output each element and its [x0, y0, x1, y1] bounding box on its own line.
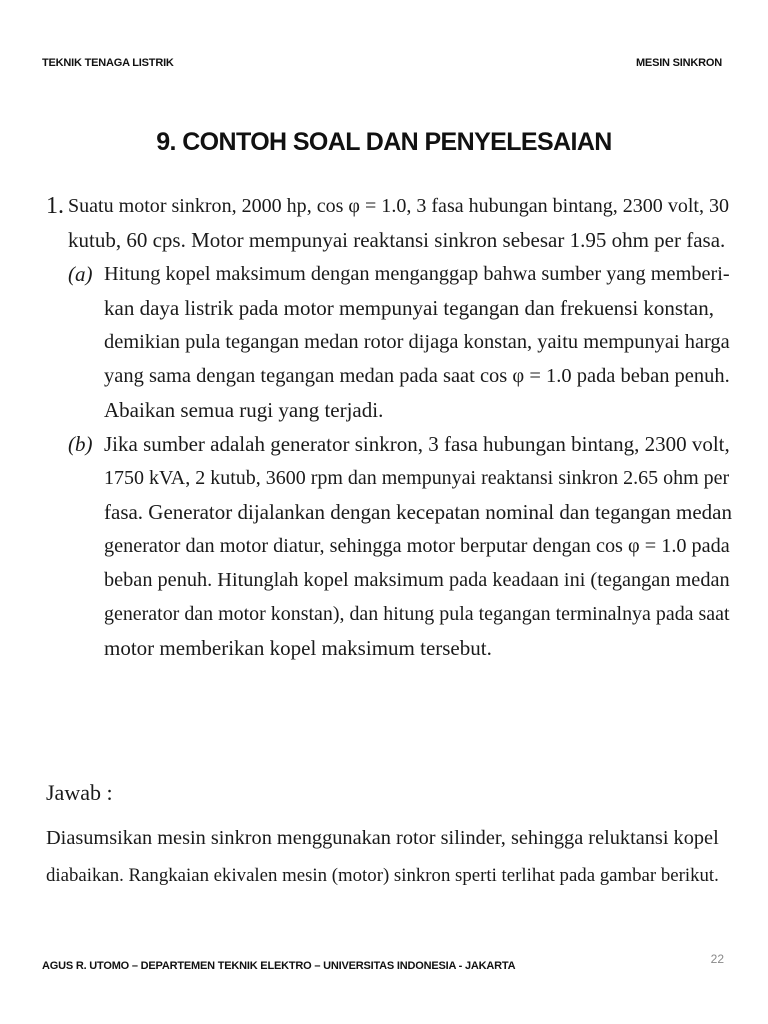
part-b-line: generator dan motor diatur, sehingga motor berputar dengan cos φ = 1.0 pada — [104, 535, 730, 557]
part-a-line: yang sama dengan tegangan medan pada saat cos φ = 1.0 pada beban penuh. — [104, 365, 730, 387]
answer-body — [46, 820, 726, 894]
intro-line: Suatu motor sinkron, 2000 hp, cos φ = 1.0, 3 fasa hubungan bintang, 2300 volt, 30 — [68, 195, 730, 217]
part-b-line: 1750 kVA, 2 kutub, 3600 rpm dan mempunyai reaktansi sinkron 2.65 ohm per — [104, 467, 730, 489]
header-left: TEKNIK TENAGA LISTRIK — [42, 57, 174, 69]
part-b-line: fasa. Generator dijalankan dengan kecepatan nominal dan tegangan medan — [104, 500, 732, 524]
page-number: 22 — [710, 952, 724, 966]
part-a-line: Hitung kopel maksimum dengan menganggap bahwa sumber yang memberi- — [104, 263, 730, 285]
part-b-line: generator dan motor konstan), dan hitung pula tegangan terminalnya pada saat — [104, 603, 730, 625]
problem-number: 1. — [46, 193, 64, 219]
part-a — [68, 257, 736, 427]
intro-line: kutub, 60 cps. Motor mempunyai reaktansi sinkron sebesar 1.95 ohm per fasa. — [68, 228, 726, 252]
part-a-label: (a) — [68, 262, 93, 286]
answer-heading: Jawab : — [46, 780, 113, 805]
part-b — [68, 427, 736, 665]
footer-text: AGUS R. UTOMO – DEPARTEMEN TEKNIK ELEKTRO – UNIVERSITAS INDONESIA - JAKARTA — [42, 960, 516, 972]
part-a-line: kan daya listrik pada motor mempunyai tegangan dan frekuensi konstan, — [104, 296, 714, 320]
answer-line: diabaikan. Rangkaian ekivalen mesin (motor) sinkron sperti terlihat pada gambar berikut. — [46, 865, 719, 886]
part-a-line: demikian pula tegangan medan rotor dijaga konstan, yaitu mempunyai harga — [104, 331, 730, 353]
problem-intro — [68, 189, 736, 257]
part-b-line: Jika sumber adalah generator sinkron, 3 fasa hubungan bintang, 2300 volt, — [104, 432, 730, 456]
problem-block — [46, 189, 736, 665]
header-right: MESIN SINKRON — [635, 57, 722, 69]
part-a-line: Abaikan semua rugi yang terjadi. — [104, 398, 384, 422]
page-title: 9. CONTOH SOAL DAN PENYELESAIAN — [156, 128, 612, 156]
answer-line: Diasumsikan mesin sinkron menggunakan rotor silinder, sehingga reluktansi kopel — [46, 827, 719, 849]
part-b-label: (b) — [68, 432, 93, 456]
part-b-line: motor memberikan kopel maksimum tersebut. — [104, 636, 492, 660]
part-b-line: beban penuh. Hitunglah kopel maksimum pada keadaan ini (tegangan medan — [104, 569, 730, 591]
